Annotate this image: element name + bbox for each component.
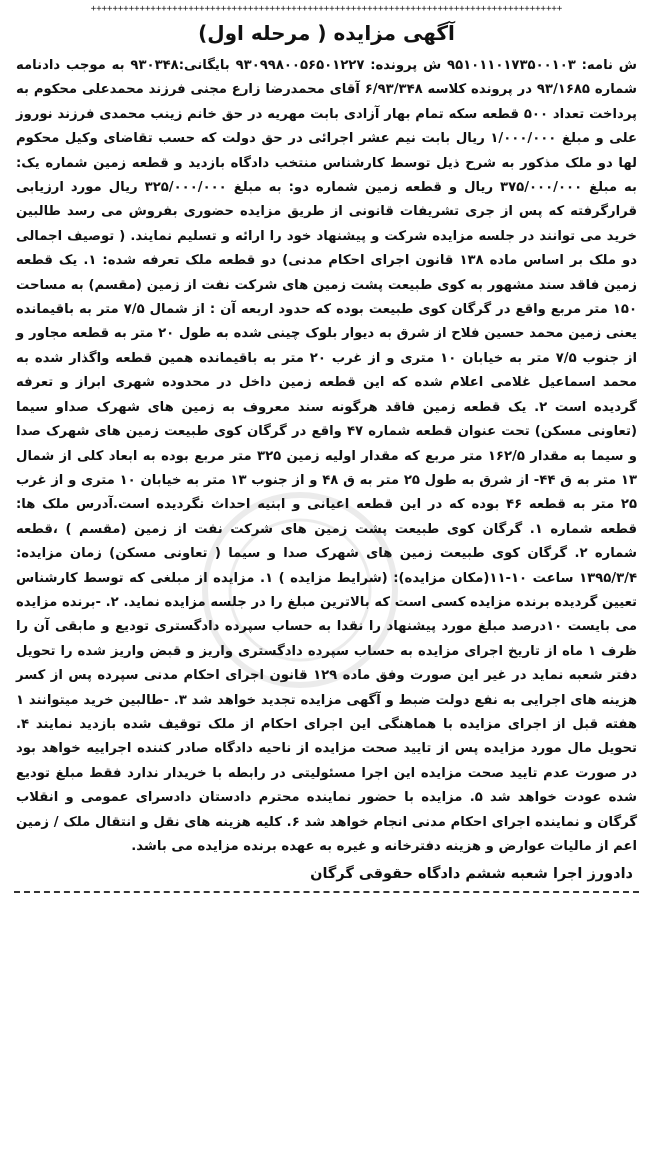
bottom-dashed-border [14, 891, 639, 893]
notice-body [14, 54, 639, 859]
notice-body-paragraph: ش نامه: ۹۵۱۰۱۱۰۱۷۳۵۰۰۱۰۳ ش پرونده: ۹۳۰۹۹۸۰۰۵۶۵۰۱۲۲۷ بایگانی:۹۳۰۳۴۸ به موجب دادنامه شماره ۹۳/۱۶۸۵ در پرونده کلاسه ۶/۹۳/۳۴۸ آقای محمدرضا زارع مجنی فرزند محمدعلی محکوم به پرداخت تعداد ۵۰۰ قطعه سکه تمام بهار آزادی بابت مهریه در حق خانم زینب محمدی فرزند نوروز علی و مبلغ ۱/۰۰۰/۰۰۰ ریال بابت نیم عشر اجرائی در حق دولت که حسب تقاضای وکیل محکوم لها دو ملک مذکور به شرح ذیل توسط کارشناس منتخب دادگاه بازدید و قطعه زمین شماره یک: به مبلغ ۳۷۵/۰۰۰/۰۰۰ ریال و قطعه زمین شماره دو: به مبلغ ۳۲۵/۰۰۰/۰۰۰ ریال مورد ارزیابی قرارگرفته که پس از جری تشریفات قانونی از طریق مزایده حضوری بفروش می رسد طالبین خرید می توانند در جلسه مزایده شرکت و پیشنهاد خود را ارائه و تسلیم نمایند. ( توصیف اجمالی دو ملک بر اساس ماده ۱۳۸ قانون اجرای احکام مدنی) دو قطعه ملک تعرفه شده: ۱. یک قطعه زمین فاقد سند مشهور به کوی طبیعت پشت زمین های شرکت نفت از زمین (مقسم) به مساحت ۱۵۰ متر مربع واقع در گرگان کوی طبیعت بوده که حدود اربعه آن : از شمال ۷/۵ متر به باقیمانده یعنی زمین محمد حسین فلاح از شرق به دیوار بلوک چینی شده به طول ۲۰ متر به قطعه مجاور و از جنوب ۷/۵ متر به خیابان ۱۰ متری و از غرب ۲۰ متر به باقیمانده همین قطعه واگذار شده به محمد اسماعیل غلامی اعلام شده که این قطعه زمین داخل در محدوده شهری ابراز و تعرفه گردیده است ۲. یک قطعه زمین فاقد هرگونه سند معروف به زمین های شهرک صداو سیما (تعاونی مسکن) تحت عنوان قطعه شماره ۴۷ واقع در گرگان کوی طبیعت زمین های شهرک صدا و سیما به مقدار ۱۶۲/۵ متر مربع که مقدار اولیه زمین ۳۲۵ متر مربع بوده به ابعاد کلی از شمال ۱۳ متر به ق ۴۴- از شرق به طول ۲۵ متر به ق ۴۸ و از جنوب ۱۳ متر به خیابان ۱۰ متری و از غرب ۲۵ متر به قطعه ۴۶ بوده که در این قطعه اعیانی و ابنیه احداث نگردیده است.آدرس ملک ها: قطعه شماره ۱. گرگان کوی طبیعت پشت زمین های شرکت نفت از زمین (مقسم ) ،قطعه شماره ۲. گرگان کوی طبیعت زمین های شهرک صدا و سیما ( تعاونی مسکن) زمان مزایده: ۱۳۹۵/۳/۴ ساعت ۱۰-۱۱(مکان مزایده): (شرایط مزایده ) ۱. مزایده از مبلغی که توسط کارشناس تعیین گردیده برنده مزایده کسی است که بالاترین مبلغ را در جلسه مزایده نماید. ۲. -برنده مزایده می بایست ۱۰درصد مبلغ مورد پیشنهاد را نقدا به حساب سپرده دادگستری تودیع و مابقی آن را ظرف ۱ ماه از تاریخ اجرای مزایده به حساب سپرده دادگستری واریز و قبض واریز شده را تحویل دفتر شعبه نماید در غیر این صورت وفق ماده ۱۲۹ قانون اجرای احکام مدنی سپرده پس از کسر هزینه های اجرایی به نفع دولت ضبط و آگهی مزایده تجدید خواهد شد ۳. -طالبین خرید میتوانند ۱ هفته قبل از اجرای مزایده با هماهنگی این اجرای احکام از ملک توقیف شده بازدید نمایند ۴. تحویل مال مورد مزایده پس از تایید صحت مزایده از ناحیه دادگاه صادر کننده اجراییه خواهد بود در صورت عدم تایید صحت مزایده این اجرا مسئولیتی در رابطه با خریدار ندارد فقط مبلغ تودیع شده عودت خواهد شد ۵. مزایده با حضور نماینده محترم دادستان دادسرای عمومی و انقلاب گرگان و نماینده اجرای احکام مدنی انجام خواهد شد ۶. کلیه هزینه های نقل و انتقال ملک / زمین اعم از مالیات عوارض و هزینه دفترخانه و غیره به عهده برنده مزایده می باشد. [16, 58, 638, 854]
notice-signature: دادورز اجرا شعبه ششم دادگاه حقوقی گرگان [310, 866, 633, 883]
notice-title: آگهی مزایده ( مرحله اول) [198, 21, 455, 45]
auction-notice [14, 4, 639, 893]
top-plus-border: +++++++++++++++++++++++++++++++++++++++++++++++++++++++++++++++++++++++++++++++++++++++ [90, 4, 563, 14]
